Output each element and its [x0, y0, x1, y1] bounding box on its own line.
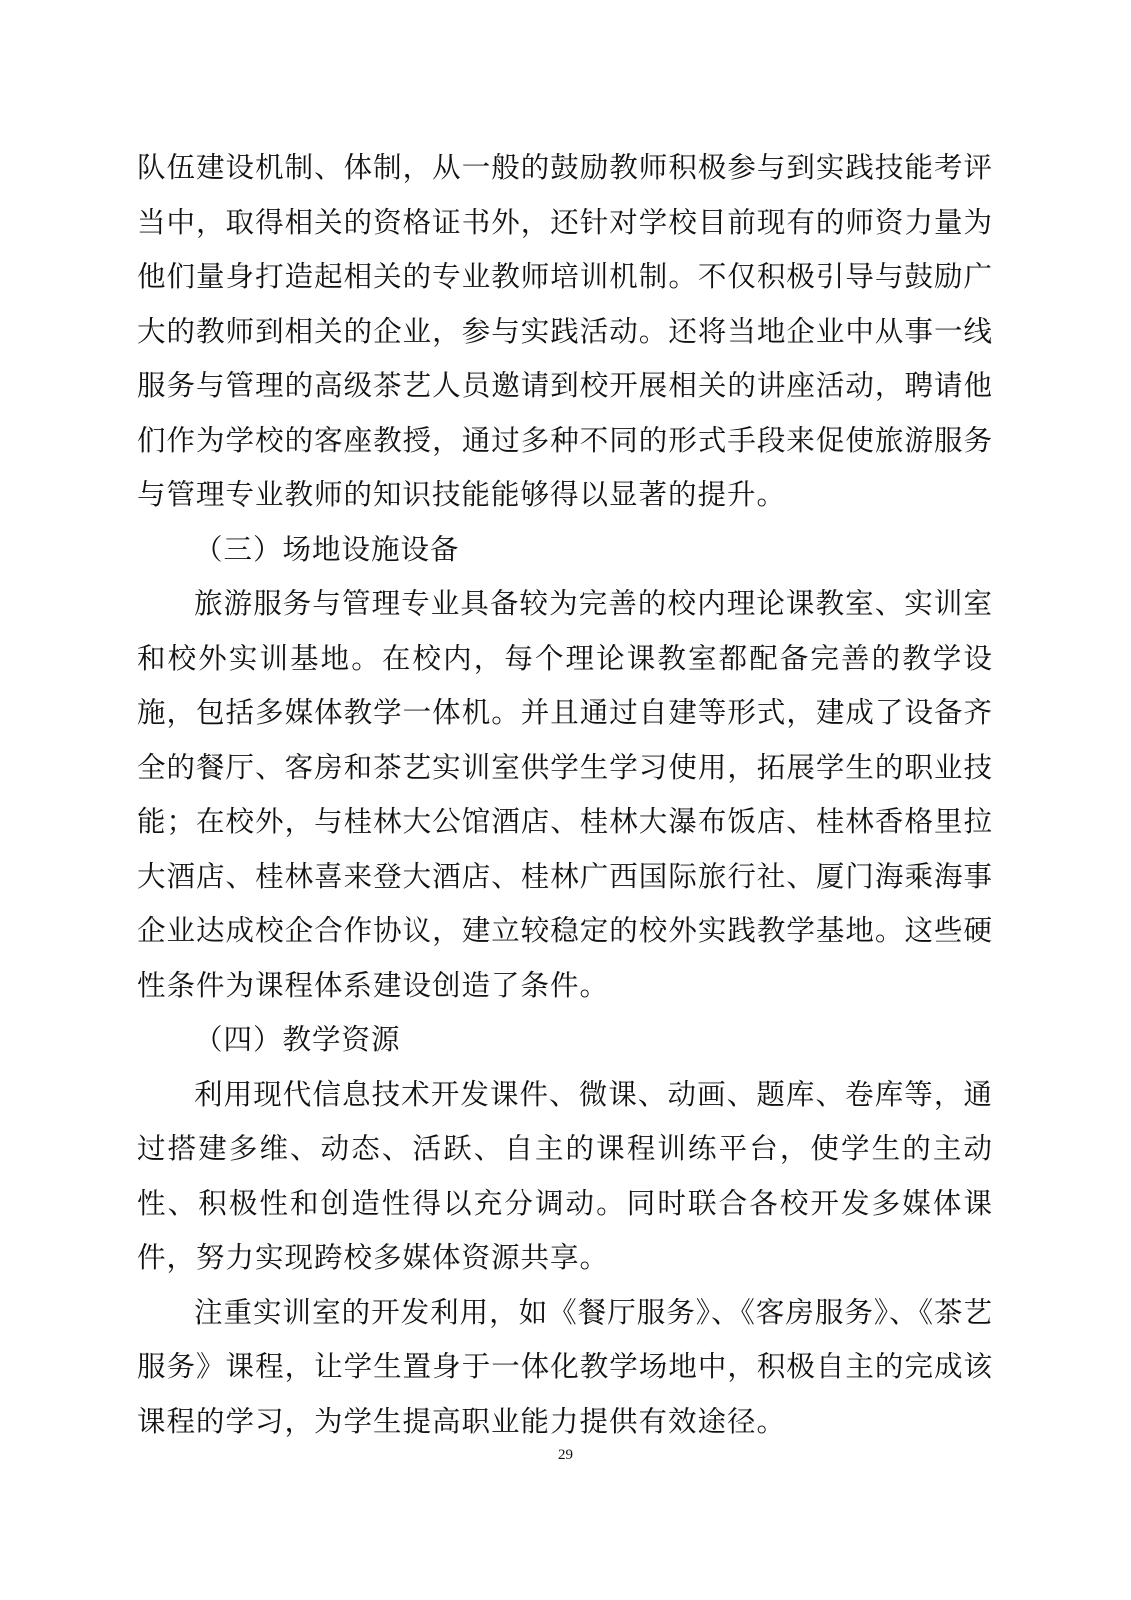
paragraph-teaching-resources: 利用现代信息技术开发课件、微课、动画、题库、卷库等，通过搭建多维、动态、活跃、自主的课程训练平台，使学生的主动性、积极性和创造性得以充分调动。同时联合各校开发多媒体课件，努力实现跨校多媒体资源共享。	[137, 1077, 993, 1274]
page-body	[137, 141, 993, 1449]
page-number: 29	[558, 1447, 573, 1463]
paragraph-facilities: 旅游服务与管理专业具备较为完善的校内理论课教室、实训室和校外实训基地。在校内，每个理论课教室都配备完善的教学设施，包括多媒体教学一体机。并且通过自建等形式，建成了设备齐全的餐厅、客房和茶艺实训室供学生学习使用，拓展学生的职业技能；在校外，与桂林大公馆酒店、桂林大瀑布饭店、桂林香格里拉大酒店、桂林喜来登大酒店、桂林广西国际旅行社、厦门海乘海事企业达成校企合作协议，建立较稳定的校外实践教学基地。这些硬性条件为课程体系建设创造了条件。	[137, 587, 993, 1002]
section-heading-teaching-resources: （四）教学资源	[194, 1023, 401, 1056]
section-heading-facilities: （三）场地设施设备	[194, 532, 460, 566]
paragraph-teacher-training: 队伍建设机制、体制，从一般的鼓励教师积极参与到实践技能考评当中，取得相关的资格证书外，还针对学校目前现有的师资力量为他们量身打造起相关的专业教师培训机制。不仅积极引导与鼓励广大的教师到相关的企业，参与实践活动。还将当地企业中从事一线服务与管理的高级茶艺人员邀请到校开展相关的讲座活动，聘请他们作为学校的客座教授，通过多种不同的形式手段来促使旅游服务与管理专业教师的知识技能能够得以显著的提升。	[137, 151, 993, 511]
paragraph-training-rooms: 注重实训室的开发利用，如《餐厅服务》、《客房服务》、《茶艺服务》课程，让学生置身于一体化教学场地中，积极自主的完成该课程的学习，为学生提高职业能力提供有效途径。	[137, 1295, 993, 1438]
